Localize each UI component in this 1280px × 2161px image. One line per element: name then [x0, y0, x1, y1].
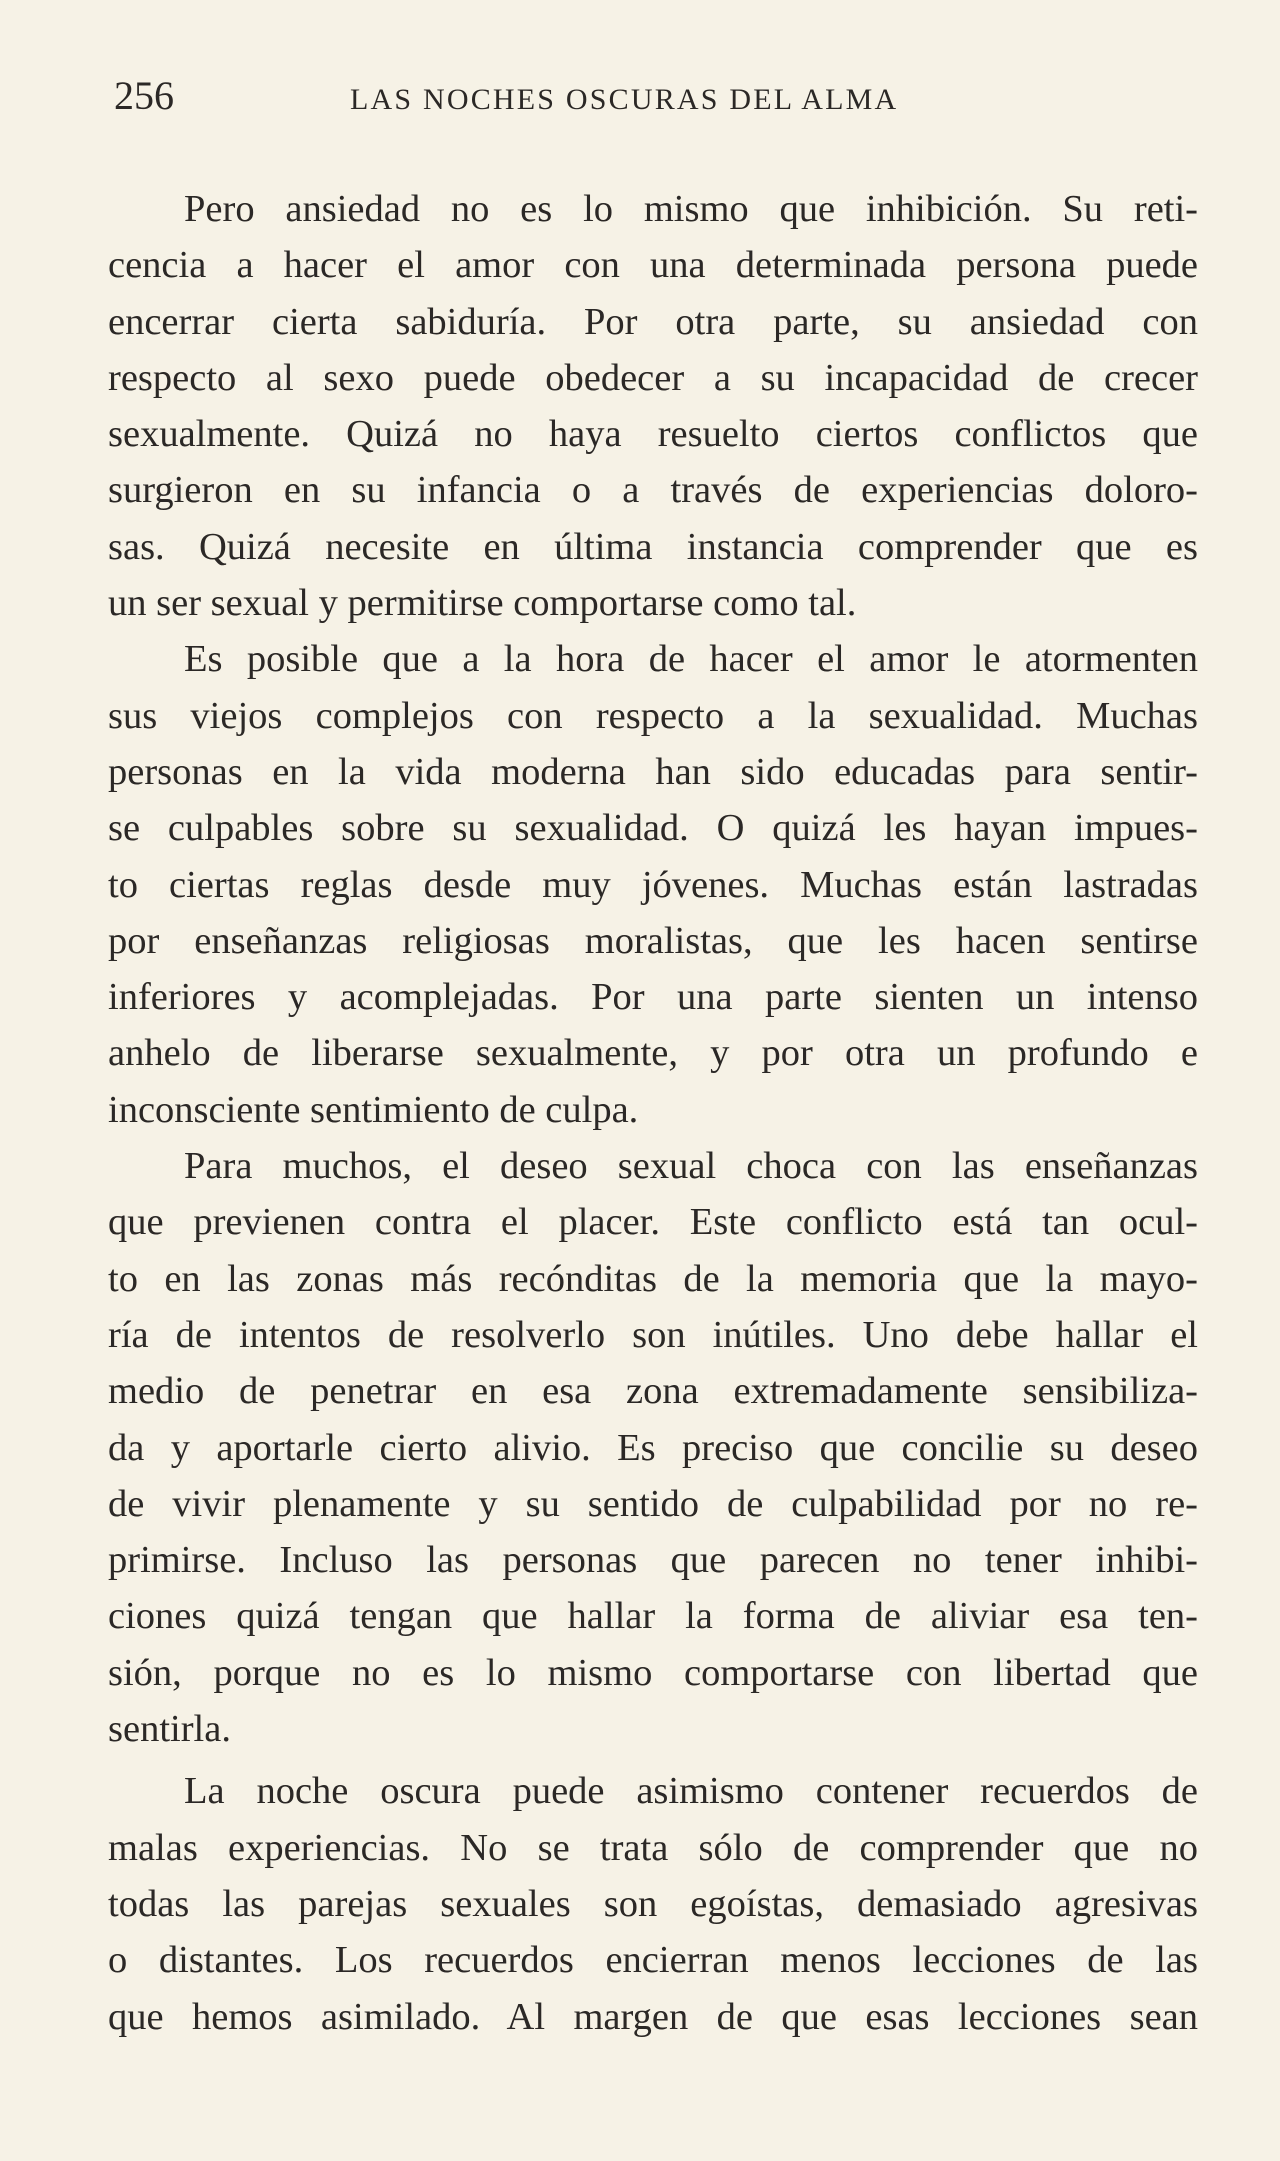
text-line: anhelo de liberarse sexualmente, y por otra un profundo e [108, 1032, 1198, 1075]
paragraph [108, 631, 1198, 1138]
text-line: to en las zonas más recónditas de la memoria que la mayo- [108, 1257, 1198, 1300]
body-text [108, 181, 1198, 2045]
text-line: Es posible que a la hora de hacer el amor le atormenten [184, 638, 1198, 681]
text-line: Para muchos, el deseo sexual choca con las enseñanzas [184, 1145, 1198, 1188]
text-line: un ser sexual y permitirse comportarse como tal. [108, 582, 857, 625]
text-line: todas las parejas sexuales son egoístas, demasiado agresivas [108, 1882, 1198, 1925]
page-number: 256 [114, 73, 174, 118]
text-line: inconsciente sentimiento de culpa. [108, 1088, 639, 1131]
text-line: primirse. Incluso las personas que parecen no tener inhibi- [108, 1539, 1198, 1582]
text-line: ría de intentos de resolverlo son inútiles. Uno debe hallar el [108, 1313, 1198, 1356]
text-line: medio de penetrar en esa zona extremadamente sensibiliza- [108, 1370, 1198, 1413]
text-line: surgieron en su infancia o a través de experiencias doloro- [108, 469, 1198, 512]
text-line: encerrar cierta sabiduría. Por otra parte, su ansiedad con [108, 300, 1198, 343]
text-line: por enseñanzas religiosas moralistas, que les hacen sentirse [108, 919, 1198, 962]
text-line: o distantes. Los recuerdos encierran menos lecciones de las [108, 1939, 1198, 1982]
text-line: La noche oscura puede asimismo contener recuerdos de [184, 1770, 1198, 1813]
book-title: LAS NOCHES OSCURAS DEL ALMA [350, 83, 899, 116]
text-line: que hemos asimilado. Al margen de que esas lecciones sean [108, 1995, 1198, 2038]
text-line: sión, porque no es lo mismo comportarse con libertad que [108, 1651, 1198, 1694]
text-line: sexualmente. Quizá no haya resuelto ciertos conflictos que [108, 413, 1198, 456]
text-line: personas en la vida moderna han sido educadas para sentir- [108, 750, 1198, 793]
paragraph [108, 181, 1198, 631]
text-line: sus viejos complejos con respecto a la sexualidad. Muchas [108, 694, 1198, 737]
text-line: sas. Quizá necesite en última instancia comprender que es [108, 525, 1198, 568]
text-line: respecto al sexo puede obedecer a su incapacidad de crecer [108, 356, 1198, 399]
text-line: se culpables sobre su sexualidad. O quizá les hayan impues- [108, 807, 1198, 850]
text-line: ciones quizá tengan que hallar la forma de aliviar esa ten- [108, 1595, 1198, 1638]
paragraph [108, 1763, 1198, 2044]
paragraph [108, 1138, 1198, 1757]
text-line: cencia a hacer el amor con una determinada persona puede [108, 244, 1198, 287]
text-line: de vivir plenamente y su sentido de culpabilidad por no re- [108, 1482, 1198, 1525]
text-line: malas experiencias. No se trata sólo de comprender que no [108, 1826, 1198, 1869]
text-line: inferiores y acomplejadas. Por una parte sienten un intenso [108, 976, 1198, 1019]
running-header [114, 68, 1194, 124]
text-line: sentirla. [108, 1708, 231, 1751]
text-line: da y aportarle cierto alivio. Es preciso que concilie su deseo [108, 1426, 1198, 1469]
text-line: que previenen contra el placer. Este conflicto está tan ocul- [108, 1201, 1198, 1244]
text-line: Pero ansiedad no es lo mismo que inhibición. Su reti- [184, 188, 1198, 230]
text-line: to ciertas reglas desde muy jóvenes. Muchas están lastradas [108, 863, 1198, 906]
